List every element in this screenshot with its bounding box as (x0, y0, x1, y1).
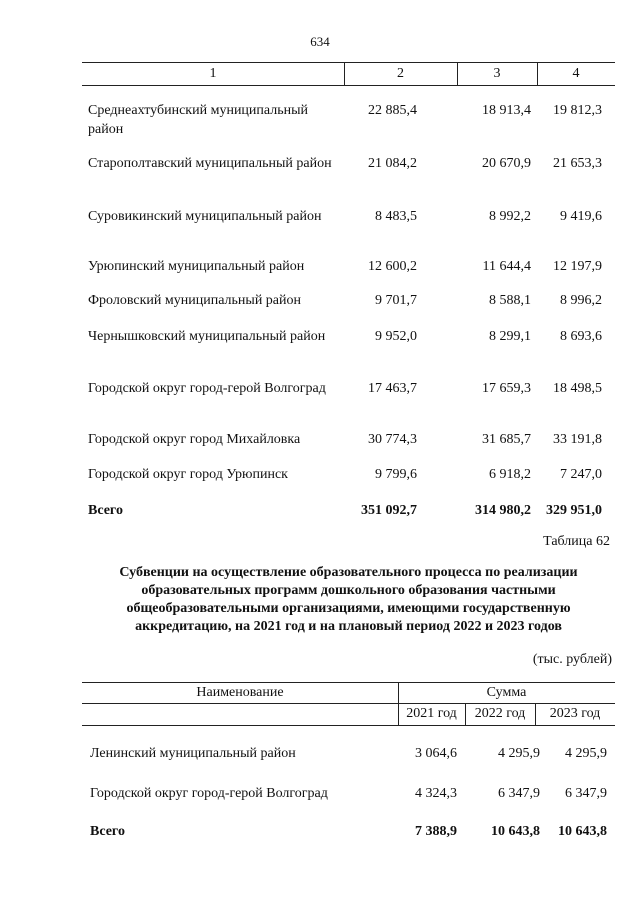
value-2022: 4 295,9 (498, 746, 540, 761)
value-col-2: 22 885,4 (368, 103, 417, 118)
value-col-3: 20 670,9 (482, 156, 531, 171)
continuation-table-header (82, 62, 615, 86)
row-name: Ленинский муниципальный район (90, 746, 296, 761)
total-col-3: 314 980,2 (475, 503, 531, 518)
total-col-4: 329 951,0 (546, 503, 602, 518)
value-2023: 4 295,9 (565, 746, 607, 761)
value-col-2: 12 600,2 (368, 259, 417, 274)
value-col-3: 11 644,4 (482, 259, 531, 274)
row-name: Городской округ город-герой Волгоград (88, 381, 326, 396)
value-col-2: 9 952,0 (375, 329, 417, 344)
row-name: Старополтавский муниципальный район (88, 156, 332, 171)
total-label: Всего (90, 824, 125, 839)
header-col-2: 2 (397, 66, 404, 81)
value-col-4: 18 498,5 (553, 381, 602, 396)
value-col-4: 8 996,2 (560, 293, 602, 308)
header-col-1: 1 (209, 66, 217, 81)
value-col-2: 17 463,7 (368, 381, 417, 396)
header-col-3: 3 (493, 66, 501, 81)
value-col-3: 8 992,2 (489, 209, 531, 224)
row-name: Чернышковский муниципальный район (88, 329, 326, 344)
total-label: Всего (88, 503, 123, 518)
value-col-4: 7 247,0 (560, 467, 602, 482)
header-sum: Сумма (486, 685, 527, 700)
total-col-2: 351 092,7 (361, 503, 417, 518)
header-year-2023: 2023 год (549, 706, 601, 721)
table-number-label: Таблица 62 (543, 534, 610, 549)
value-2022: 6 347,9 (498, 786, 540, 801)
row-name: Суровикинский муниципальный район (88, 209, 322, 224)
row-name: Среднеахтубинский муниципальный район (88, 103, 309, 137)
total-2022: 10 643,8 (491, 824, 540, 839)
value-col-3: 6 918,2 (489, 467, 531, 482)
row-name: Городской округ город-герой Волгоград (90, 786, 328, 801)
header-year-2021: 2021 год (406, 706, 457, 721)
value-col-2: 21 084,2 (368, 156, 417, 171)
row-name: Городской округ город Михайловка (88, 432, 301, 447)
units-label: (тыс. рублей) (532, 652, 612, 667)
total-2023: 10 643,8 (558, 824, 607, 839)
value-col-2: 9 799,6 (375, 467, 417, 482)
value-col-3: 18 913,4 (482, 103, 531, 118)
value-col-3: 8 299,1 (489, 329, 531, 344)
value-col-3: 8 588,1 (489, 293, 531, 308)
row-name: Городской округ город Урюпинск (88, 467, 288, 482)
value-col-4: 19 812,3 (553, 103, 602, 118)
value-col-3: 31 685,7 (482, 432, 531, 447)
value-col-2: 8 483,5 (375, 209, 417, 224)
header-name: Наименование (196, 685, 284, 700)
value-col-4: 9 419,6 (560, 209, 602, 224)
value-col-2: 30 774,3 (368, 432, 417, 447)
table62-header (82, 682, 615, 726)
table-title: Субвенции на осуществление образовательного процесса по реализации образовательных программ дошкольного образования частными общеобразовательными организациями, имеющими государственную аккредитацию, на 2021 год и на плановый период 2022 и 2023 годов (119, 565, 578, 634)
value-col-4: 12 197,9 (553, 259, 602, 274)
value-2021: 4 324,3 (415, 786, 457, 801)
value-col-2: 9 701,7 (375, 293, 417, 308)
page-number: 634 (310, 34, 330, 49)
value-2021: 3 064,6 (415, 746, 457, 761)
value-col-4: 8 693,6 (560, 329, 602, 344)
total-2021: 7 388,9 (415, 824, 457, 839)
value-col-4: 21 653,3 (553, 156, 602, 171)
row-name: Фроловский муниципальный район (88, 293, 302, 308)
value-col-3: 17 659,3 (482, 381, 531, 396)
row-name: Урюпинский муниципальный район (88, 259, 305, 274)
value-col-4: 33 191,8 (553, 432, 602, 447)
header-year-2022: 2022 год (474, 706, 526, 721)
value-2023: 6 347,9 (565, 786, 607, 801)
header-col-4: 4 (572, 66, 580, 81)
